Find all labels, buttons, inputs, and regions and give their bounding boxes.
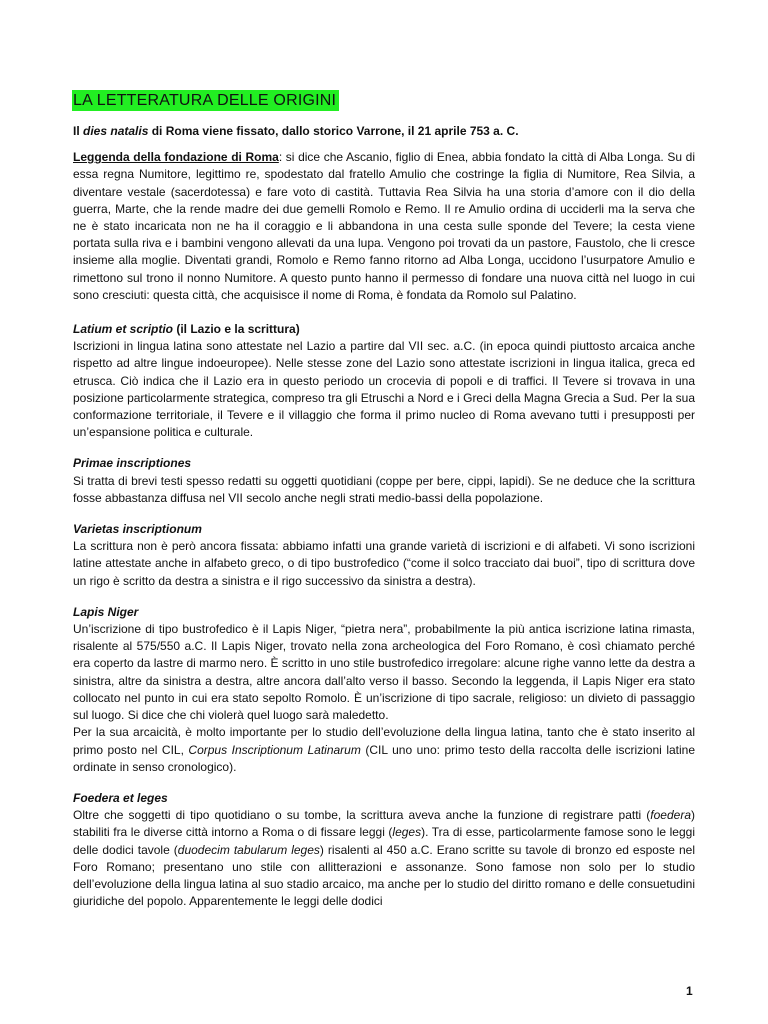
foedera-t2: foedera <box>650 808 691 823</box>
primae-text: Si tratta di brevi testi spesso redatti su oggetti quotidiani (coppe per bere, cippi, lapidi). Se ne deduce che la scrittura fosse abbastanza diffusa nel VII secolo anche negli strati medio-bassi della popolazione. <box>73 473 695 505</box>
varietas-text: La scrittura non è però ancora fissata: abbiamo infatti una grande varietà di iscrizioni e di alfabeti. Vi sono iscrizioni latine attestate anche in alfabeto greco, o di tipo bustrofedico (“come il solco tracciato dai buoi”, tipo di scrittura dove un rigo è scritto da destra a sinistra e il rigo successivo da sinistra a destra). <box>73 539 695 588</box>
lapis-text-2a: Per la sua arcaicità, è molto importante per lo studio dell’evoluzione della lingua latina, tanto che è stato inserito al primo posto nel CIL, <box>73 725 695 757</box>
document-body <box>73 90 695 910</box>
lapis-text-1: Un’iscrizione di tipo bustrofedico è il Lapis Niger, “pietra nera”, probabilmente la più antica iscrizione latina rimasta, risalente al 575/550 a.C. Il Lapis Niger, trovato nella zona archeologica del Foro Romano, è così chiamato perché era coperto da lastre di marmo nero. È scritto in uno stile bustrofedico irregolare: alcune righe vanno lette da destra a sinistra, altre da sinistra a destra, altre ancora dall’alto verso il basso. Secondo la leggenda, il Lapis Niger era stato collocato nel punto in cui era stato sepolto Romolo. È un’iscrizione di tipo sacrale, religioso: un divieto di passaggio sul luogo. Si dice che chi violerà quel luogo sarà maledetto. <box>73 622 695 723</box>
foedera-t7: ) risalenti al 450 a.C. Erano scritte su tavole di bronzo ed esposte nel Foro Romano; presentano uno stile con allitterazioni e assonanze. Sono famose non solo per lo studio dell’evoluzione della lingua latina al suo stadio arcaico, ma anche per lo studio del diritto romano e delle consuetudini giuridiche del popolo. Apparentemente le leggi delle dodici <box>73 842 695 909</box>
legend-text: : si dice che Ascanio, figlio di Enea, abbia fondato la città di Alba Longa. Su di essa regna Numitore, legittimo re, spodestato dal fratello Amulio che costringe la figlia di Numitore, Rea Silvia, a diventare vestale (sacerdotessa) e fare voto di castità. Tuttavia Rea Silvia ha una storia d’amore con il dio della guerra, Marte, che la rende madre dei due gemelli Romolo e Remo. Il re Amulio ordina di ucciderli ma la serva che ne è stato incaricata non ne ha il coraggio e li abbandona in una cesta sulle sponde del Tevere; la cesta viene portata sulla riva e i bambini vengono allevati da una lupa. Vengono poi trovati da un pastore, Faustolo, che li cresce insieme alla moglie. Diventati grandi, Romolo e Remo fanno ritorno ad Alba Longa, uccidono l’usurpatore Amulio e rimettono sul trono il nonno Numitore. A questo punto hanno il permesso di fondare una nuova città nel luogo in cui sono cresciuti: questa città, che acquisisce il nome di Roma, è fondata da Romolo sul Palatino. <box>73 150 695 302</box>
foedera-t6: duodecim tabularum leges <box>177 842 320 857</box>
foedera-heading: Foedera et leges <box>73 790 168 805</box>
primae-heading: Primae inscriptiones <box>73 456 192 471</box>
foedera-text <box>73 807 695 910</box>
document-title: LA LETTERATURA DELLE ORIGINI <box>72 90 339 111</box>
intro-text-a: Il <box>73 124 84 138</box>
legend-paragraph <box>73 149 695 304</box>
lapis-text-2-italic: Corpus Inscriptionum Latinarum <box>188 742 361 757</box>
foedera-t1: Oltre che soggetti di tipo quotidiano o su tombe, la scrittura aveva anche la funzione di registrare patti ( <box>73 808 651 823</box>
latium-heading-rest: (il Lazio e la scrittura) <box>173 322 300 337</box>
lapis-heading: Lapis Niger <box>73 604 139 619</box>
intro-line <box>73 123 695 140</box>
page-number: 1 <box>686 984 693 998</box>
intro-text-italic: dies natalis <box>83 124 149 138</box>
latium-heading <box>73 321 695 338</box>
lapis-text-2 <box>73 724 695 776</box>
foedera-t3: ) stabiliti fra le diverse città intorno a Roma o di fissare leggi ( <box>73 808 695 840</box>
latium-text: Iscrizioni in lingua latina sono attestate nel Lazio a partire dal VII sec. a.C. (in epoca quindi piuttosto arcaica anche rispetto ad altre lingue indoeuropee). Nelle stesse zone del Lazio sono attestate iscrizioni in lingua italica, greca ed etrusca. Ciò indica che il Lazio era in questo periodo un crocevia di popoli e di traffici. Il Tevere si trovava in una posizione particolarmente strategica, compreso tra gli Etruschi a Nord e i Greci della Magna Grecia a Sud. Per la sua conformazione territoriale, il Tevere e il villaggio che forma il primo nucleo di Roma avevano tutti i presupposti per un’espansione politica e culturale. <box>73 339 695 440</box>
intro-text-c: di Roma viene fissato, dallo storico Varrone, il 21 aprile 753 a. C. <box>148 124 519 138</box>
foedera-t5: ). Tra di esse, particolarmente famose sono le leggi delle dodici tavole ( <box>73 825 695 857</box>
foedera-t4: leges <box>392 825 422 840</box>
legend-heading: Leggenda della fondazione di Roma <box>73 150 279 165</box>
latium-heading-italic: Latium et scriptio <box>73 322 174 337</box>
lapis-text-2c: (CIL uno uno: primo testo della raccolta delle iscrizioni latine ordinate in senso cronologico). <box>73 742 695 774</box>
varietas-heading: Varietas inscriptionum <box>73 522 202 537</box>
